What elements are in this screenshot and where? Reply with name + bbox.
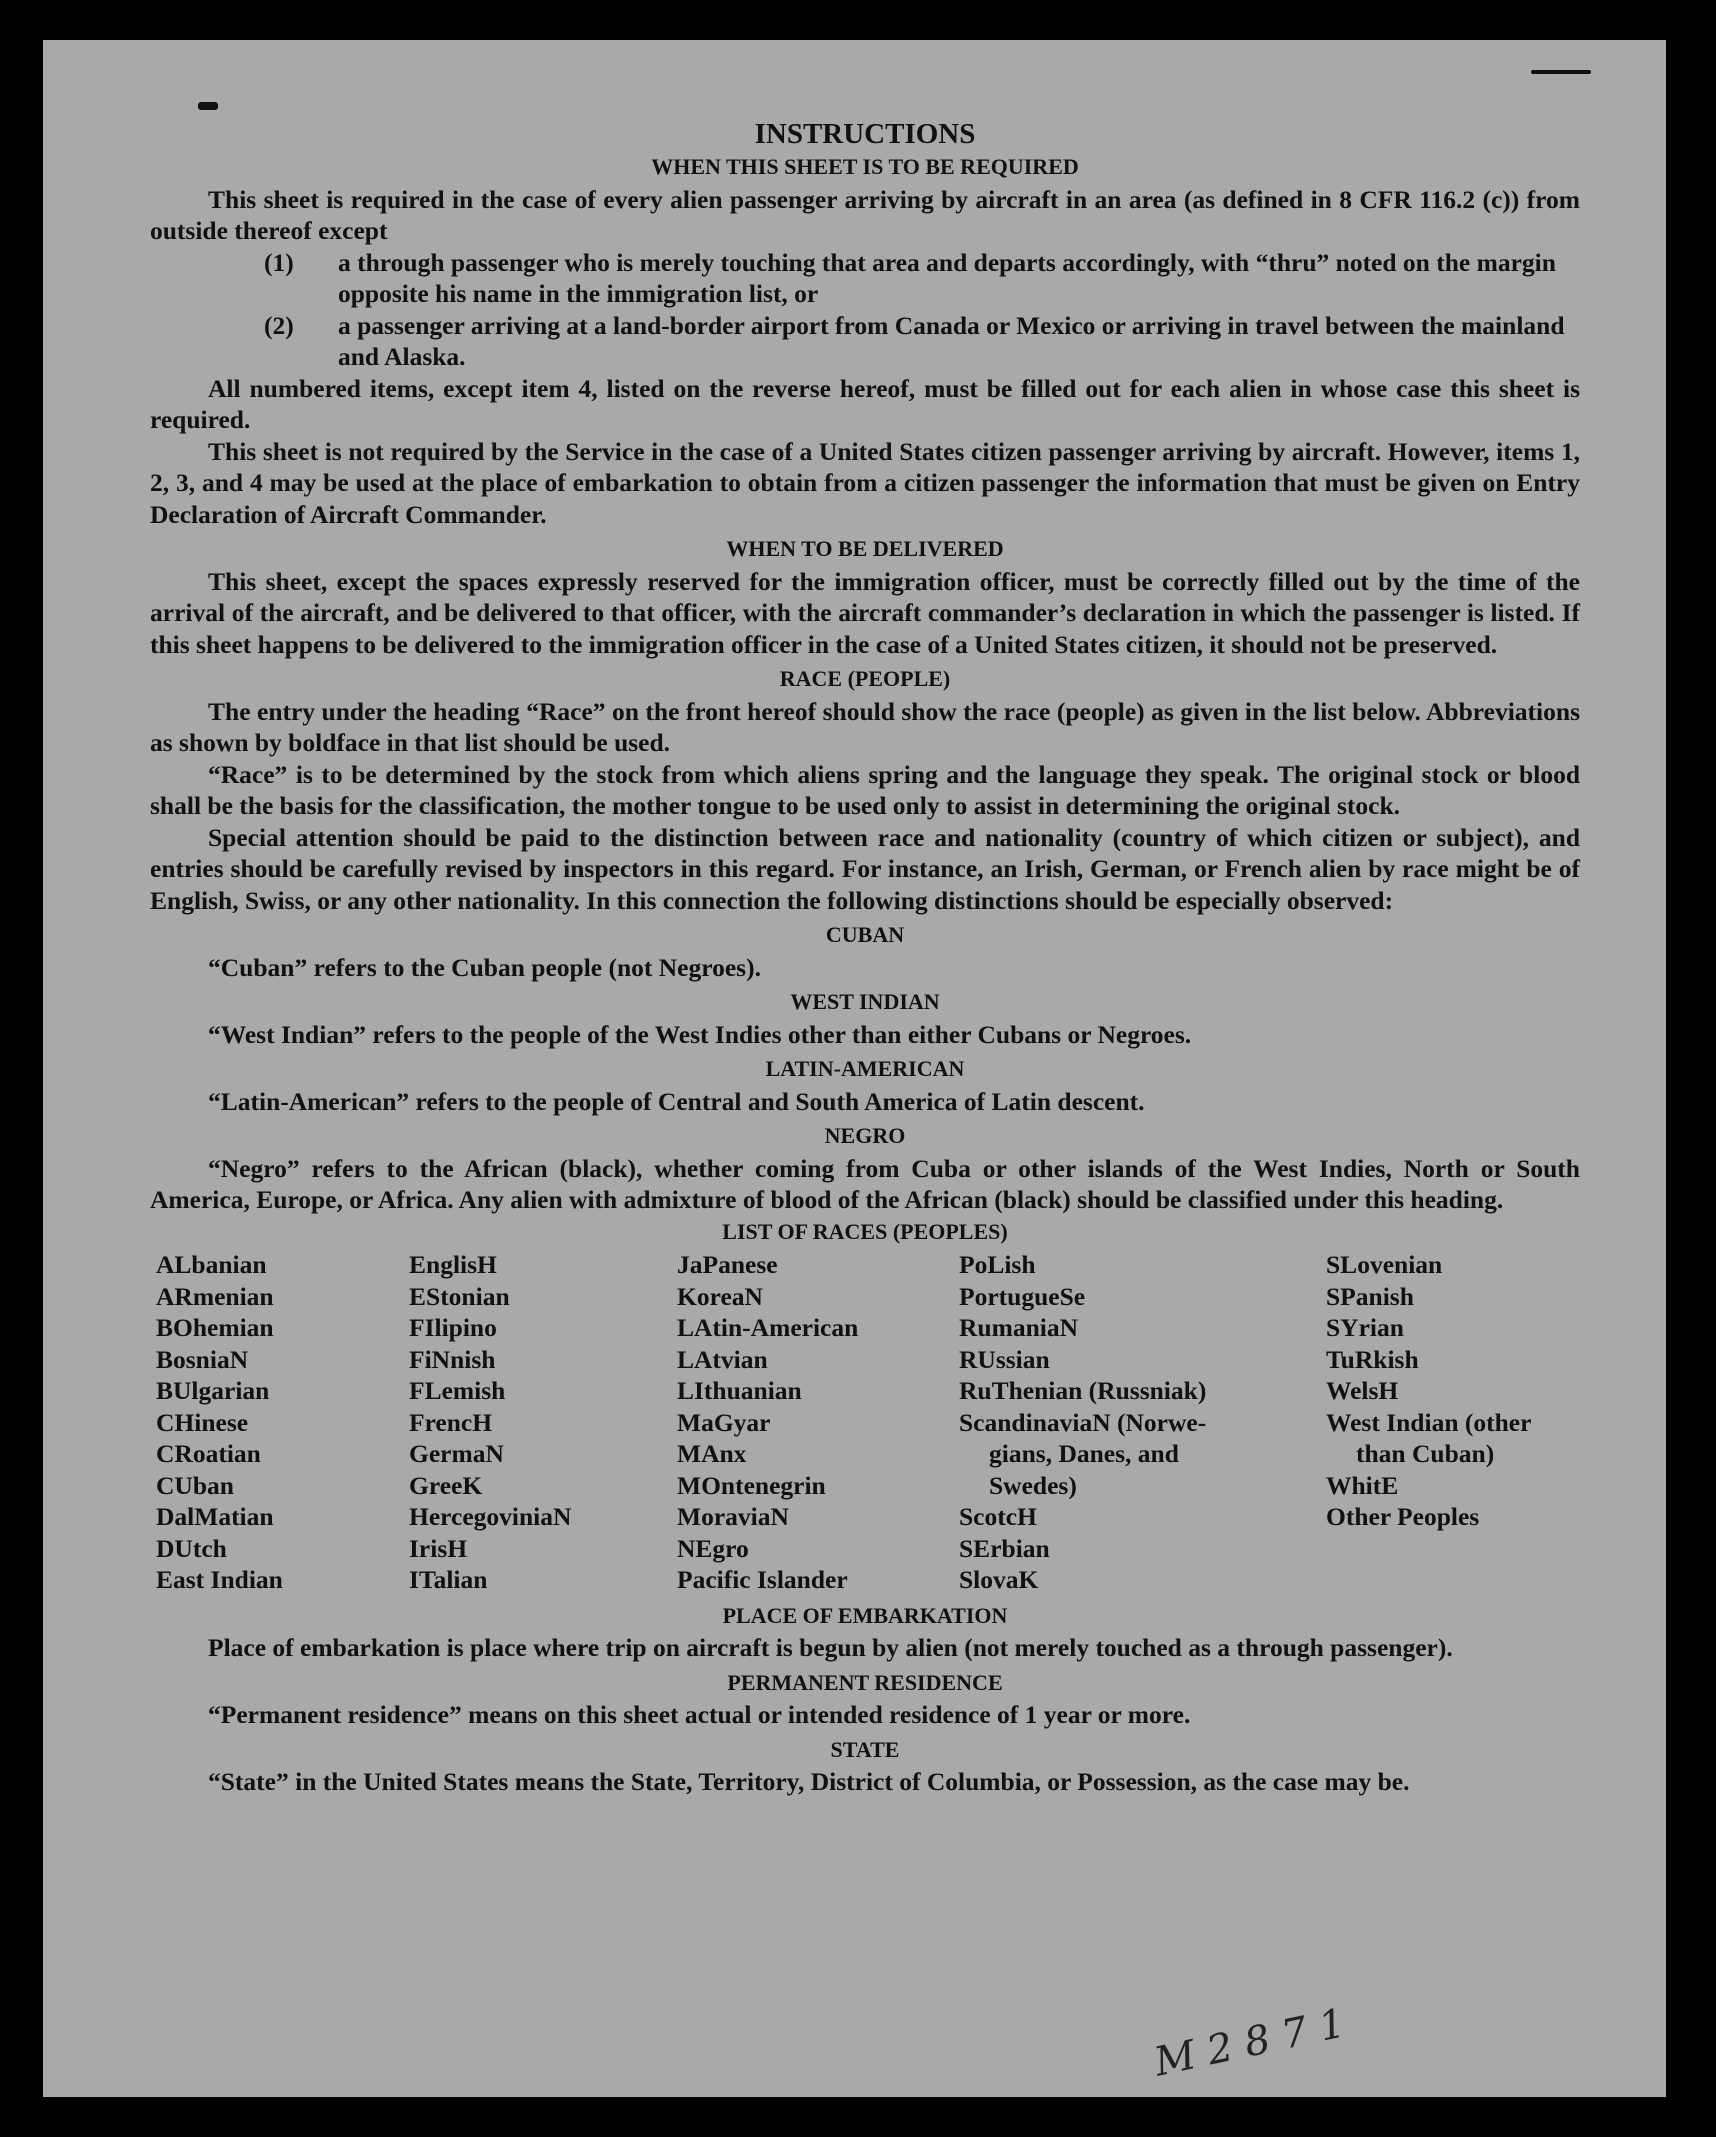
- numbered-items-paragraph: All numbered items, except item 4, listed on the reverse hereof, must be filled out for each alien in whose case this sheet is required.: [150, 373, 1580, 434]
- section-heading-residence: PERMANENT RESIDENCE: [727, 1669, 1003, 1695]
- section-heading-latin-american: LATIN-AMERICAN: [765, 1056, 965, 1081]
- race-entry: DUtch: [156, 1533, 227, 1563]
- race-entry: RUssian: [959, 1344, 1050, 1374]
- race-entry: SlovaK: [959, 1565, 1039, 1594]
- race-entry: WelsH: [1326, 1376, 1399, 1405]
- race-entry: CHinese: [156, 1407, 249, 1437]
- scan-speck: [1531, 70, 1591, 74]
- race-entry: FIlipino: [409, 1313, 497, 1342]
- latin-american-paragraph: “Latin-American” refers to the people of Central and South America of Latin descent.: [208, 1086, 1145, 1116]
- section-heading-embarkation: PLACE OF EMBARKATION: [722, 1602, 1008, 1628]
- race-entry: CRoatian: [156, 1439, 261, 1468]
- race-entry: ARmenian: [156, 1281, 274, 1311]
- section-heading-required: WHEN THIS SHEET IS TO BE REQUIRED: [651, 154, 1079, 179]
- race-entry: HercegoviniaN: [409, 1502, 572, 1531]
- race-entry: LIthuanian: [677, 1376, 802, 1405]
- race-entry: gians, Danes, and: [989, 1439, 1179, 1468]
- race-entry: FrencH: [409, 1407, 493, 1437]
- race-entry: GreeK: [409, 1470, 483, 1500]
- exception-item: [150, 247, 1580, 310]
- race-entry: MOntenegrin: [677, 1470, 826, 1500]
- exception-text: a through passenger who is merely touching that area and departs accordingly, with “thru” noted on the margin opposite his name in the immigration list, or: [338, 247, 1556, 308]
- race-entry: West Indian (other: [1326, 1407, 1532, 1437]
- race-entry: BosniaN: [156, 1344, 249, 1374]
- race-entry: TuRkish: [1326, 1344, 1419, 1374]
- race-entry: Pacific Islander: [677, 1565, 848, 1594]
- handwritten-mark: M 2 8 7 1: [1150, 2000, 1350, 2086]
- race-entry: GermaN: [409, 1439, 504, 1468]
- exception-item: [150, 310, 1580, 373]
- race-entry: SPanish: [1326, 1281, 1414, 1311]
- race-entry: than Cuban): [1356, 1439, 1495, 1468]
- race-entry: ALbanian: [156, 1250, 267, 1279]
- race-entry: ScotcH: [959, 1502, 1037, 1531]
- west-indian-paragraph: “West Indian” refers to the people of the West Indies other than either Cubans or Negroes.: [208, 1019, 1192, 1049]
- section-heading-state: STATE: [830, 1736, 900, 1762]
- races-column: [409, 1249, 677, 1596]
- race-entry: LAtin-American: [677, 1313, 859, 1342]
- race-entry: SLovenian: [1326, 1250, 1443, 1279]
- negro-paragraph: “Negro” refers to the African (black), whether coming from Cuba or other islands of the West Indies, North or South America, Europe, or Africa. Any alien with admixture of blood of the African (black) should be classified under this heading.: [150, 1153, 1580, 1214]
- document-page: [43, 40, 1666, 2097]
- citizen-paragraph: This sheet is not required by the Service in the case of a United States citizen passenger arriving by aircraft. However, items 1, 2, 3, and 4 may be used at the place of embarkation to obtain from a citizen passenger the information that must be given on Entry Declaration of Aircraft Commander.: [150, 436, 1580, 529]
- race-paragraph-3: Special attention should be paid to the distinction between race and nationality (country of which citizen or subject), and entries should be carefully revised by inspectors in this regard. For instance, an Irish, German, or French alien by race might be of English, Swiss, or any other nationality. In this connection the following distinctions should be especially observed:: [150, 822, 1580, 915]
- race-entry: BUlgarian: [156, 1376, 270, 1405]
- section-heading-list-of-races: LIST OF RACES (PEOPLES): [722, 1218, 1008, 1244]
- section-heading-race: RACE (PEOPLE): [779, 666, 951, 691]
- race-entry: RuThenian (Russniak): [959, 1376, 1207, 1405]
- race-entry: DalMatian: [156, 1502, 274, 1531]
- state-paragraph: “State” in the United States means the State, Territory, District of Columbia, or Possession, as the case may be.: [208, 1767, 1410, 1796]
- scan-speck: [198, 102, 218, 110]
- exception-number: (2): [264, 310, 294, 340]
- exception-text: a passenger arriving at a land-border airport from Canada or Mexico or arriving in travel between the mainland and Alaska.: [338, 310, 1565, 371]
- race-entry: Other Peoples: [1326, 1502, 1480, 1531]
- delivered-paragraph: This sheet, except the spaces expressly reserved for the immigration officer, must be correctly filled out by the time of the arrival of the aircraft, and be delivered to that officer, with the aircraft commander’s declaration in which the passenger is listed. If this sheet happens to be delivered to the immigration officer in the case of a United States citizen, it should not be preserved.: [150, 566, 1580, 659]
- race-entry: IrisH: [409, 1533, 468, 1563]
- race-entry: NEgro: [677, 1533, 749, 1563]
- race-entry: Swedes): [989, 1470, 1077, 1500]
- race-entry: MaGyar: [677, 1407, 771, 1437]
- race-entry: CUban: [156, 1470, 234, 1500]
- race-entry: FLemish: [409, 1376, 506, 1405]
- races-list: [156, 1249, 1580, 1596]
- race-entry: KoreaN: [677, 1281, 763, 1311]
- race-entry: EStonian: [409, 1281, 510, 1311]
- race-entry: ITalian: [409, 1565, 488, 1594]
- embarkation-paragraph: Place of embarkation is place where trip on aircraft is begun by alien (not merely touched as a through passenger).: [208, 1633, 1453, 1662]
- instructions-text: [150, 118, 1580, 1798]
- cuban-paragraph: “Cuban” refers to the Cuban people (not Negroes).: [208, 952, 761, 982]
- race-entry: WhitE: [1326, 1470, 1399, 1500]
- race-entry: East Indian: [156, 1565, 283, 1594]
- race-entry: LAtvian: [677, 1344, 768, 1374]
- section-heading-west-indian: WEST INDIAN: [790, 989, 940, 1014]
- race-entry: BOhemian: [156, 1313, 274, 1342]
- intro-paragraph: This sheet is required in the case of every alien passenger arriving by aircraft in an area (as defined in 8 CFR 116.2 (c)) from outside thereof except: [150, 184, 1580, 245]
- section-heading-delivered: WHEN TO BE DELIVERED: [726, 536, 1004, 561]
- races-column: [156, 1249, 409, 1596]
- residence-paragraph: “Permanent residence” means on this sheet actual or intended residence of 1 year or more.: [208, 1700, 1191, 1729]
- race-entry: EnglisH: [409, 1250, 497, 1279]
- section-heading-cuban: CUBAN: [825, 922, 905, 947]
- race-paragraph-1: The entry under the heading “Race” on the front hereof should show the race (people) as given in the list below. Abbreviations as shown by boldface in that list should be used.: [150, 696, 1580, 757]
- race-entry: RumaniaN: [959, 1313, 1079, 1342]
- exception-number: (1): [264, 247, 294, 277]
- race-entry: MAnx: [677, 1439, 747, 1468]
- races-column: [1326, 1249, 1586, 1596]
- race-paragraph-2: “Race” is to be determined by the stock from which aliens spring and the language they speak. The original stock or blood shall be the basis for the classification, the mother tongue to be used only to assist in determining the original stock.: [150, 759, 1580, 820]
- race-entry: SErbian: [959, 1533, 1050, 1563]
- race-entry: SYrian: [1326, 1313, 1404, 1342]
- race-entry: ScandinaviaN (Norwe-: [959, 1407, 1207, 1437]
- race-entry: PortugueSe: [959, 1281, 1086, 1311]
- section-heading-negro: NEGRO: [824, 1123, 906, 1148]
- page-title: INSTRUCTIONS: [754, 118, 976, 150]
- race-entry: PoLish: [959, 1250, 1036, 1279]
- race-entry: MoraviaN: [677, 1502, 789, 1531]
- races-column: [959, 1249, 1326, 1596]
- races-column: [677, 1249, 959, 1596]
- race-entry: FiNnish: [409, 1344, 496, 1374]
- race-entry: JaPanese: [677, 1250, 778, 1279]
